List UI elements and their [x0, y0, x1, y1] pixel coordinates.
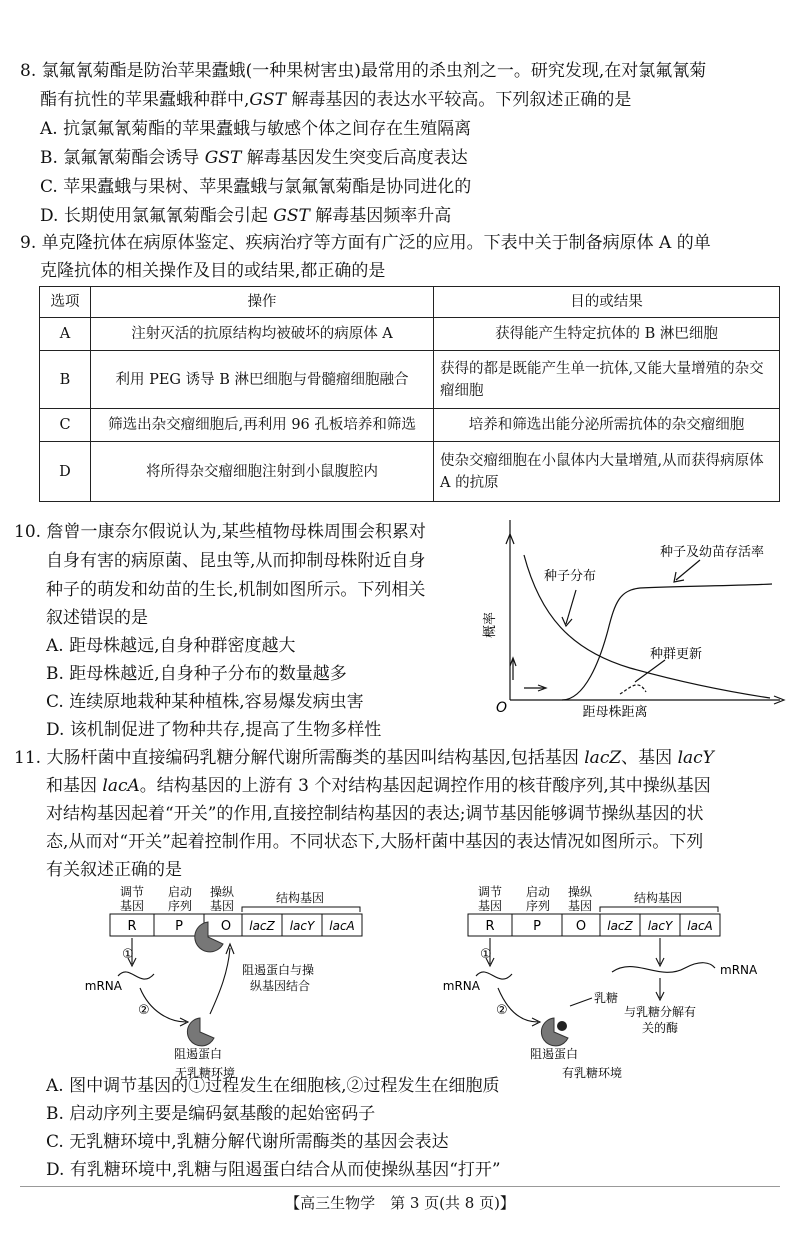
label-operator: 操纵 — [209, 885, 235, 899]
survival-curve — [562, 584, 772, 700]
label-promoter: 序列 — [525, 899, 551, 913]
text: B. 氯氟氰菊酯会诱导 — [40, 148, 205, 168]
seed-pointer — [566, 590, 576, 624]
q10-stem-line1: 10. 詹曾一康奈尔假说认为,某些植物母株周围会积累对 — [14, 522, 426, 542]
survival-pointer — [676, 560, 700, 580]
q11-stem-line3: 对结构基因起着“开关”的作用,直接控制结构基因的表达;调节基因能够调节操纵基因的状 — [46, 804, 704, 824]
label-promoter: 序列 — [167, 899, 193, 913]
mrna-label: mRNA — [442, 979, 480, 993]
label-regulator: 基因 — [477, 899, 503, 913]
label-operator: 基因 — [209, 899, 235, 913]
header-result: 目的或结果 — [434, 287, 780, 318]
no-lactose-caption: 无乳糖环境 — [174, 1066, 236, 1080]
cell-operation: 将所得杂交瘤细胞注射到小鼠腹腔内 — [91, 442, 434, 502]
gene-name: GST — [204, 148, 242, 168]
text: 、基因 — [621, 748, 678, 768]
lactose-molecule-icon — [557, 1021, 567, 1031]
gene-lacz: lacZ — [607, 919, 633, 933]
q11-stem-line2 — [46, 773, 711, 799]
table-row — [40, 442, 780, 502]
table-header-row — [40, 287, 780, 318]
gene-p: P — [175, 919, 183, 934]
gene-laca: lacA — [329, 919, 355, 933]
binding-label: 纵基因结合 — [250, 979, 311, 993]
footer-divider — [20, 1186, 780, 1187]
q11-option-a: A. 图中调节基因的①过程发生在细胞核,②过程发生在细胞质 — [46, 1076, 500, 1096]
header-operation: 操作 — [91, 287, 434, 318]
with-lactose-caption: 有乳糖环境 — [561, 1066, 623, 1080]
repressor-label: 阻遏蛋白 — [173, 1047, 223, 1061]
step-2-label: ② — [496, 1003, 508, 1018]
gene-name: lacA — [102, 776, 140, 796]
gene-r: R — [127, 919, 137, 934]
gene-laca: lacA — [687, 919, 713, 933]
text: 解毒基因频率升高 — [309, 206, 452, 226]
q10-option-a: A. 距母株越远,自身种群密度越大 — [46, 636, 296, 656]
q9-table — [39, 286, 780, 502]
table-row — [40, 409, 780, 442]
cell-result: 培养和筛选出能分泌所需抗体的杂交瘤细胞 — [434, 409, 780, 442]
q10-stem-line2: 自身有害的病原菌、昆虫等,从而抑制母株附近自身 — [46, 551, 426, 571]
mrna-wave-icon — [612, 963, 715, 973]
repressor-label: 阻遏蛋白 — [529, 1047, 579, 1061]
q8-option-d — [40, 203, 451, 229]
q8-option-b — [40, 145, 468, 171]
cell-result: 获得的都是既能产生单一抗体,又能大量增殖的杂交瘤细胞 — [434, 351, 780, 409]
label-structural-genes: 结构基因 — [275, 891, 325, 905]
table-row — [40, 318, 780, 351]
cell-option: C — [40, 409, 91, 442]
table-row — [40, 351, 780, 409]
gene-o: O — [220, 919, 232, 934]
gene-lacz: lacZ — [249, 919, 275, 933]
q11-option-c: C. 无乳糖环境中,乳糖分解代谢所需酶类的基因会表达 — [46, 1132, 449, 1152]
text: 酯有抗性的苹果蠹蛾种群中, — [40, 90, 250, 110]
step-1-label: ① — [480, 947, 492, 962]
label-operator: 基因 — [567, 899, 593, 913]
x-axis-label: 距母株距离 — [582, 705, 648, 720]
binding-label: 阻遏蛋白与操 — [242, 963, 315, 977]
page-footer: 【高三生物学 第 3 页(共 8 页)】 — [285, 1194, 515, 1212]
label-regulator: 调节 — [477, 885, 503, 899]
gene-lacy: lacY — [647, 919, 673, 933]
gene-r: R — [485, 919, 495, 934]
text: 11. 大肠杆菌中直接编码乳糖分解代谢所需酶类的基因叫结构基因,包括基因 — [14, 748, 585, 768]
label-promoter: 启动 — [525, 885, 551, 899]
header-option: 选项 — [40, 287, 91, 318]
y-axis-label: 概率 — [483, 611, 498, 639]
text: 和基因 — [46, 776, 103, 796]
lactose-label: 乳糖 — [594, 991, 619, 1005]
diagram-no-lactose — [85, 884, 362, 1080]
q8-stem-line2 — [40, 87, 631, 113]
renewal-curve — [620, 685, 646, 694]
gene-p: P — [533, 919, 541, 934]
origin-label: O — [496, 700, 508, 716]
q8-option-c: C. 苹果蠹蛾与果树、苹果蠹蛾与氯氟氰菊酯是协同进化的 — [40, 177, 472, 197]
gene-name: GST — [249, 90, 286, 110]
cell-operation: 筛选出杂交瘤细胞后,再利用 96 孔板培养和筛选 — [91, 409, 434, 442]
q8-option-a: A. 抗氯氟氰菊酯的苹果蠹蛾与敏感个体之间存在生殖隔离 — [40, 119, 472, 139]
cell-result: 获得能产生特定抗体的 B 淋巴细胞 — [434, 318, 780, 351]
text: 。结构基因的上游有 3 个对结构基因起调控作用的核苷酸序列,其中操纵基因 — [139, 776, 711, 796]
mrna-wave-icon — [476, 972, 512, 979]
renewal-label: 种群更新 — [650, 647, 703, 662]
q10-stem-line4: 叙述错误的是 — [46, 608, 148, 628]
q9-stem-line2: 克隆抗体的相关操作及目的或结果,都正确的是 — [40, 261, 386, 281]
q11-stem-line4: 态,从而对“开关”起着控制作用。不同状态下,大肠杆菌中基因的表达情况如图所示。下列 — [46, 832, 704, 852]
gene-name: GST — [273, 206, 310, 226]
diagram-with-lactose — [443, 884, 758, 1080]
cell-option: B — [40, 351, 91, 409]
q10-option-b: B. 距母株越近,自身种子分布的数量越多 — [46, 664, 347, 684]
mrna-label: mRNA — [84, 979, 122, 993]
arrow-binding — [210, 948, 230, 1014]
text: 解毒基因发生突变后高度表达 — [241, 148, 468, 168]
q10-figure — [480, 520, 790, 720]
q11-stem-line5: 有关叙述正确的是 — [46, 860, 182, 880]
repressor-protein-icon — [187, 1018, 214, 1046]
label-promoter: 启动 — [167, 885, 193, 899]
step-1-label: ① — [122, 947, 134, 962]
label-structural-genes: 结构基因 — [633, 891, 683, 905]
bracket — [242, 907, 360, 912]
mrna-label: mRNA — [720, 963, 758, 977]
label-regulator: 基因 — [119, 899, 145, 913]
label-regulator: 调节 — [119, 885, 145, 899]
q10-stem-line3: 种子的萌发和幼苗的生长,机制如图所示。下列相关 — [46, 580, 426, 600]
q9-stem-line1: 9. 单克隆抗体在病原体鉴定、疾病治疗等方面有广泛的应用。下表中关于制备病原体 A 的单 — [20, 233, 711, 253]
cell-result: 使杂交瘤细胞在小鼠体内大量增殖,从而获得病原体 A 的抗原 — [434, 442, 780, 502]
q11-figure — [60, 882, 760, 1080]
mrna-wave-icon — [118, 972, 154, 979]
q10-option-d: D. 该机制促进了物种共存,提高了生物多样性 — [46, 720, 382, 740]
seed-distribution-label: 种子分布 — [544, 569, 597, 584]
text: 解毒基因的表达水平较高。下列叙述正确的是 — [285, 90, 632, 110]
lactose-pointer — [570, 998, 592, 1006]
q11-option-d: D. 有乳糖环境中,乳糖与阻遏蛋白结合从而使操纵基因“打开” — [46, 1160, 501, 1180]
enzyme-label: 与乳糖分解有 — [623, 1005, 697, 1019]
cell-option: D — [40, 442, 91, 502]
q10-option-c: C. 连续原地栽种某种植株,容易爆发病虫害 — [46, 692, 364, 712]
bracket — [600, 907, 718, 912]
gene-o: O — [575, 919, 587, 934]
label-operator: 操纵 — [567, 885, 593, 899]
q11-option-b: B. 启动序列主要是编码氨基酸的起始密码子 — [46, 1104, 376, 1124]
q11-stem-line1 — [14, 745, 714, 771]
enzyme-label: 关的酶 — [641, 1021, 679, 1035]
cell-operation: 利用 PEG 诱导 B 淋巴细胞与骨髓瘤细胞融合 — [91, 351, 434, 409]
text: D. 长期使用氯氟氰菊酯会引起 — [40, 206, 274, 226]
cell-option: A — [40, 318, 91, 351]
survival-label: 种子及幼苗存活率 — [660, 545, 765, 560]
gene-name: lacZ — [584, 748, 622, 768]
step-2-label: ② — [138, 1003, 150, 1018]
gene-lacy: lacY — [289, 919, 315, 933]
q8-stem-line1: 8. 氯氟氰菊酯是防治苹果蠹蛾(一种果树害虫)最常用的杀虫剂之一。研究发现,在对氯氟氰菊 — [20, 61, 707, 81]
cell-operation: 注射灭活的抗原结构均被破坏的病原体 A — [91, 318, 434, 351]
gene-name: lacY — [677, 748, 714, 768]
